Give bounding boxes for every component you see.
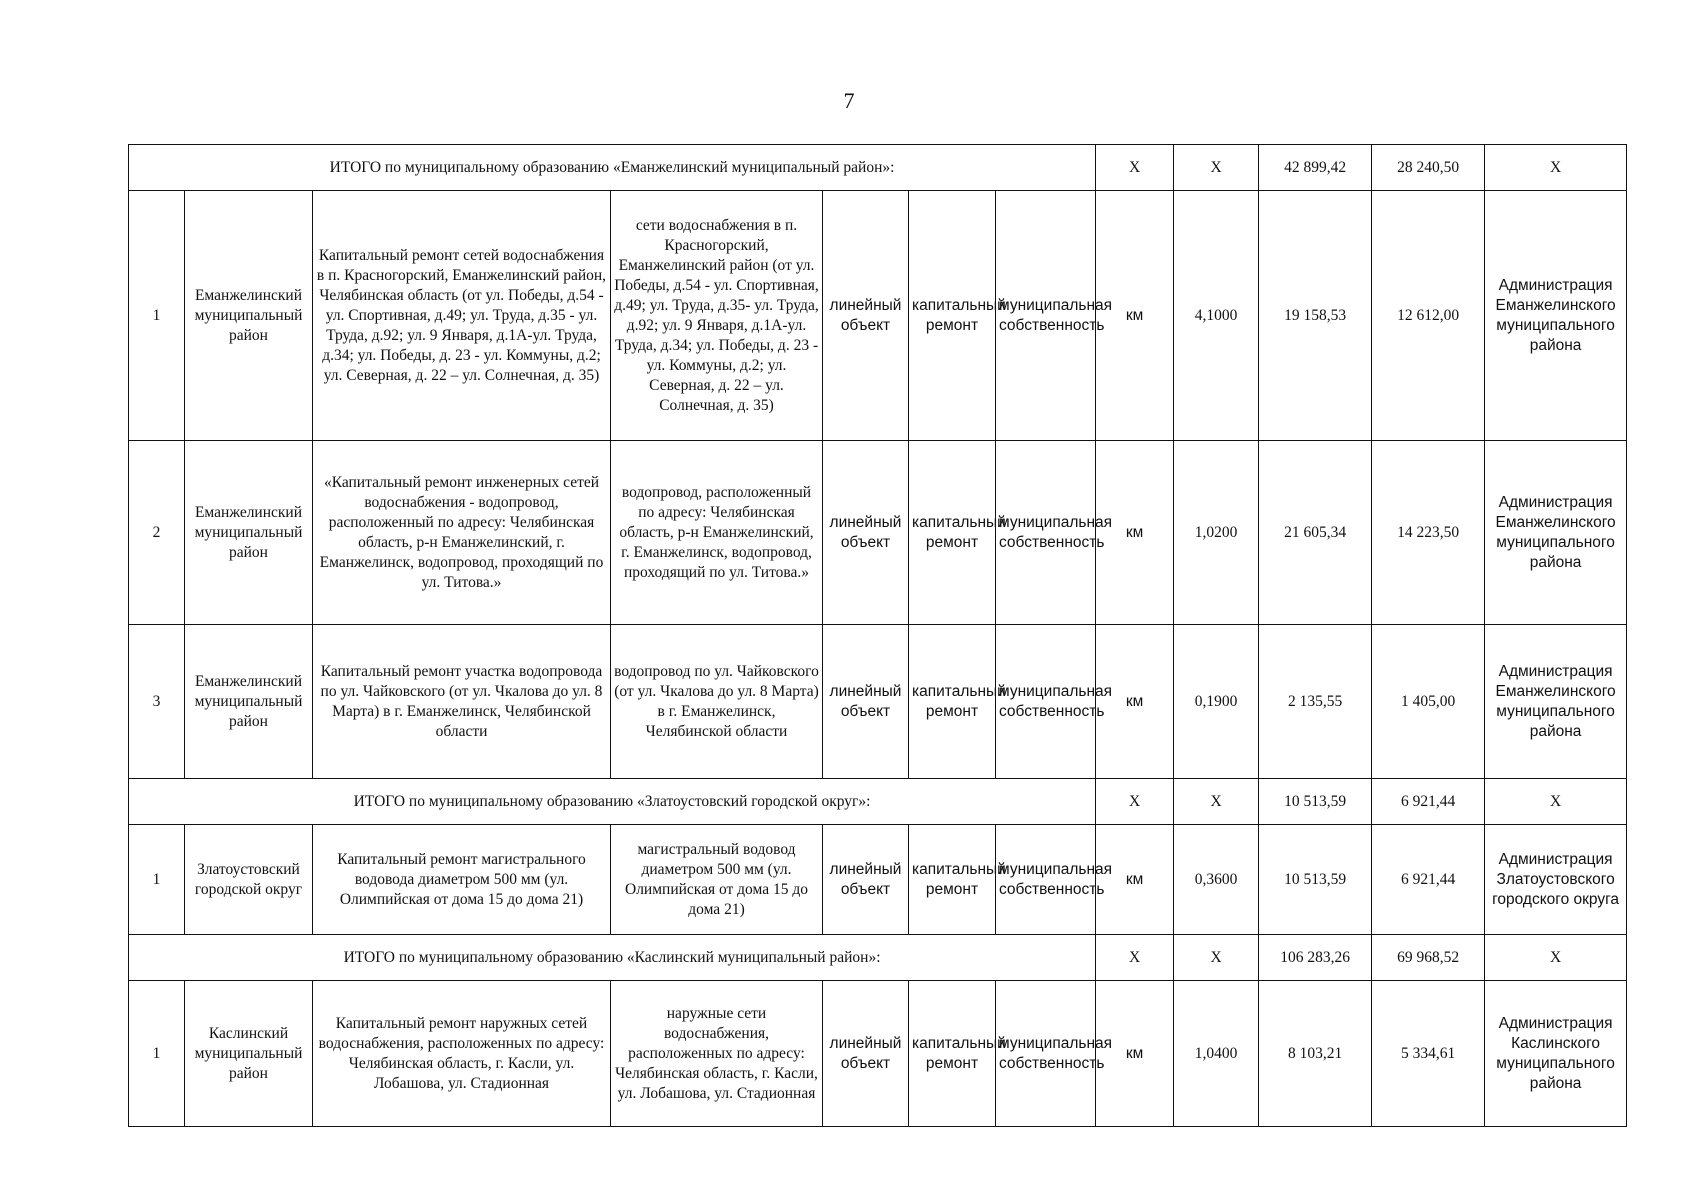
total-x-2: Х xyxy=(1174,145,1259,191)
municipality-cell: Златоустовский городской округ xyxy=(185,825,313,935)
object-type-cell: линейный объект xyxy=(823,981,909,1127)
total-x-1: Х xyxy=(1096,935,1174,981)
work-type-cell: капитальный ремонт xyxy=(909,825,996,935)
total-label: ИТОГО по муниципальному образованию «Каслинский муниципальный район»: xyxy=(129,935,1096,981)
total-x-3: Х xyxy=(1485,935,1627,981)
unit-cell: км xyxy=(1096,825,1174,935)
project-name-cell: Капитальный ремонт сетей водоснабжения в п. Красногорский, Еманжелинский район, Челябинская область (от ул. Победы, д.54 - ул. Спортивная, д.49; ул. Труда, д.35 - ул. Труда, д.92; ул. 9 Января, д.1А-ул. Труда, д.34; ул. Победы, д. 23 - ул. Коммуны, д.2; ул. Северная, д. 22 – ул. Солнечная, д. 35) xyxy=(313,191,611,441)
total-sum-total: 10 513,59 xyxy=(1259,779,1372,825)
object-cell: водопровод, расположенный по адресу: Челябинская область, р-н Еманжелинский, г. Еманжелинск, водопровод, проходящий по ул. Титова.» xyxy=(611,441,823,625)
object-cell: наружные сети водоснабжения, расположенных по адресу: Челябинская область, г. Касли, ул. Лобашова, ул. Стадионная xyxy=(611,981,823,1127)
work-type-cell: капитальный ремонт xyxy=(909,441,996,625)
total-sum-total: 42 899,42 xyxy=(1259,145,1372,191)
object-type-cell: линейный объект xyxy=(823,441,909,625)
work-type-cell: капитальный ремонт xyxy=(909,625,996,779)
table-row xyxy=(129,625,1627,779)
object-type-cell: линейный объект xyxy=(823,625,909,779)
total-x-2: Х xyxy=(1174,779,1259,825)
cost-subsidy-cell: 12 612,00 xyxy=(1372,191,1485,441)
row-number: 1 xyxy=(129,981,185,1127)
customer-cell: Администрация Еманжелинского муниципального района xyxy=(1485,191,1627,441)
cost-total-cell: 21 605,34 xyxy=(1259,441,1372,625)
municipality-cell: Еманжелинский муниципальный район xyxy=(185,625,313,779)
row-number: 1 xyxy=(129,825,185,935)
total-sum-subsidy: 28 240,50 xyxy=(1372,145,1485,191)
total-sum-total: 106 283,26 xyxy=(1259,935,1372,981)
objects-table xyxy=(128,144,1627,1127)
unit-cell: км xyxy=(1096,191,1174,441)
total-row xyxy=(129,779,1627,825)
table-row xyxy=(129,981,1627,1127)
cost-subsidy-cell: 1 405,00 xyxy=(1372,625,1485,779)
capacity-cell: 1,0400 xyxy=(1174,981,1259,1127)
total-label: ИТОГО по муниципальному образованию «Еманжелинский муниципальный район»: xyxy=(129,145,1096,191)
page-number: 7 xyxy=(843,88,855,113)
cost-total-cell: 10 513,59 xyxy=(1259,825,1372,935)
project-name-cell: Капитальный ремонт магистрального водовода диаметром 500 мм (ул. Олимпийская от дома 15 до дома 21) xyxy=(313,825,611,935)
work-type-cell: капитальный ремонт xyxy=(909,981,996,1127)
municipality-cell: Еманжелинский муниципальный район xyxy=(185,191,313,441)
total-x-3: Х xyxy=(1485,145,1627,191)
project-name-cell: Капитальный ремонт участка водопровода по ул. Чайковского (от ул. Чкалова до ул. 8 Марта) в г. Еманжелинск, Челябинской области xyxy=(313,625,611,779)
municipality-cell: Каслинский муниципальный район xyxy=(185,981,313,1127)
capacity-cell: 1,0200 xyxy=(1174,441,1259,625)
total-sum-subsidy: 69 968,52 xyxy=(1372,935,1485,981)
object-type-cell: линейный объект xyxy=(823,825,909,935)
cost-subsidy-cell: 5 334,61 xyxy=(1372,981,1485,1127)
customer-cell: Администрация Каслинского муниципального района xyxy=(1485,981,1627,1127)
customer-cell: Администрация Златоустовского городского округа xyxy=(1485,825,1627,935)
work-type-cell: капитальный ремонт xyxy=(909,191,996,441)
ownership-cell: муниципальная собственность xyxy=(996,191,1096,441)
total-row xyxy=(129,935,1627,981)
row-number: 2 xyxy=(129,441,185,625)
total-sum-subsidy: 6 921,44 xyxy=(1372,779,1485,825)
cost-subsidy-cell: 6 921,44 xyxy=(1372,825,1485,935)
ownership-cell: муниципальная собственность xyxy=(996,441,1096,625)
project-name-cell: «Капитальный ремонт инженерных сетей водоснабжения - водопровод, расположенный по адресу: Челябинская область, р-н Еманжелинский, г. Еманжелинск, водопровод, проходящий по ул. Титова.» xyxy=(313,441,611,625)
object-cell: сети водоснабжения в п. Красногорский, Еманжелинский район (от ул. Победы, д.54 - ул. Спортивная, д.49; ул. Труда, д.35- ул. Труда, д.92; ул. 9 Января, д.1А-ул. Труда, д.34; ул. Победы, д. 23 - ул. Коммуны, д.2; ул. Северная, д. 22 – ул. Солнечная, д. 35) xyxy=(611,191,823,441)
total-row xyxy=(129,145,1627,191)
customer-cell: Администрация Еманжелинского муниципального района xyxy=(1485,441,1627,625)
ownership-cell: муниципальная собственность xyxy=(996,625,1096,779)
customer-cell: Администрация Еманжелинского муниципального района xyxy=(1485,625,1627,779)
object-type-cell: линейный объект xyxy=(823,191,909,441)
capacity-cell: 4,1000 xyxy=(1174,191,1259,441)
unit-cell: км xyxy=(1096,441,1174,625)
ownership-cell: муниципальная собственность xyxy=(996,981,1096,1127)
cost-total-cell: 8 103,21 xyxy=(1259,981,1372,1127)
unit-cell: км xyxy=(1096,625,1174,779)
total-x-1: Х xyxy=(1096,779,1174,825)
object-cell: водопровод по ул. Чайковского (от ул. Чкалова до ул. 8 Марта) в г. Еманжелинск, Челябинской области xyxy=(611,625,823,779)
object-cell: магистральный водовод диаметром 500 мм (ул. Олимпийская от дома 15 до дома 21) xyxy=(611,825,823,935)
total-label: ИТОГО по муниципальному образованию «Златоустовский городской округ»: xyxy=(129,779,1096,825)
row-number: 3 xyxy=(129,625,185,779)
municipality-cell: Еманжелинский муниципальный район xyxy=(185,441,313,625)
total-x-3: Х xyxy=(1485,779,1627,825)
unit-cell: км xyxy=(1096,981,1174,1127)
table-row xyxy=(129,441,1627,625)
capacity-cell: 0,1900 xyxy=(1174,625,1259,779)
total-x-2: Х xyxy=(1174,935,1259,981)
table-row xyxy=(129,825,1627,935)
row-number: 1 xyxy=(129,191,185,441)
table-row xyxy=(129,191,1627,441)
capacity-cell: 0,3600 xyxy=(1174,825,1259,935)
cost-total-cell: 2 135,55 xyxy=(1259,625,1372,779)
project-name-cell: Капитальный ремонт наружных сетей водоснабжения, расположенных по адресу: Челябинская область, г. Касли, ул. Лобашова, ул. Стадионная xyxy=(313,981,611,1127)
cost-total-cell: 19 158,53 xyxy=(1259,191,1372,441)
total-x-1: Х xyxy=(1096,145,1174,191)
ownership-cell: муниципальная собственность xyxy=(996,825,1096,935)
cost-subsidy-cell: 14 223,50 xyxy=(1372,441,1485,625)
